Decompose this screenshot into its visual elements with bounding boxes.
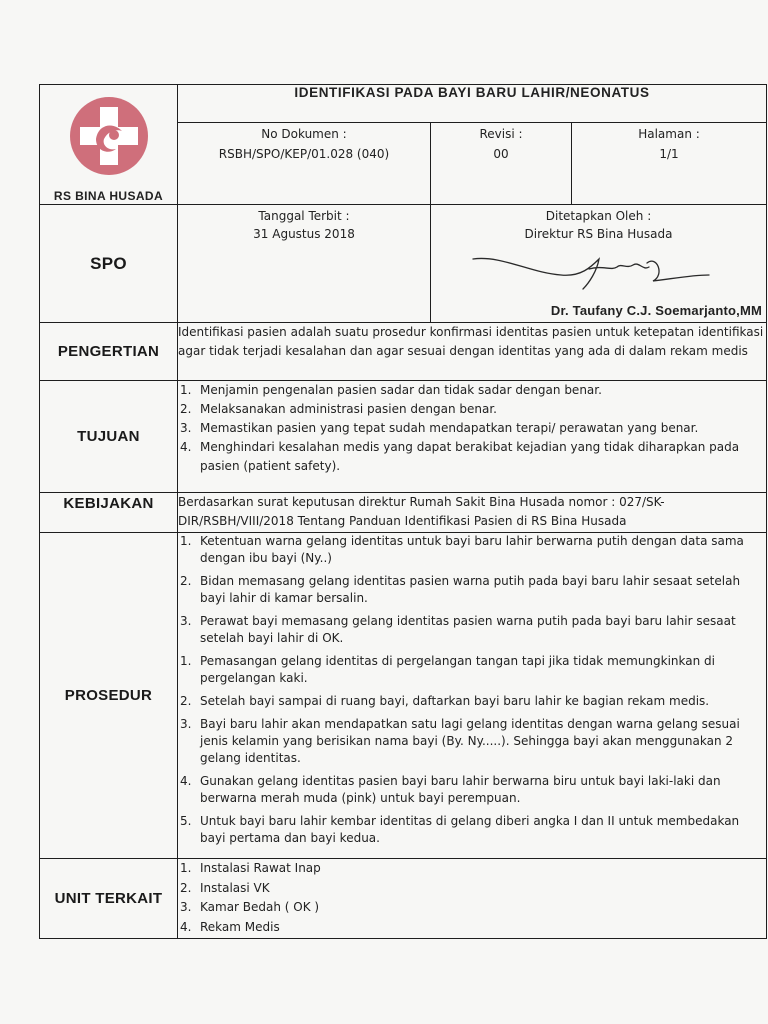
list-item: [178, 573, 760, 607]
no-dokumen-cell: [178, 123, 431, 205]
item-number: 2.: [180, 880, 192, 895]
signer-name: Dr. Taufany C.J. Soemarjanto,MM: [550, 303, 763, 318]
no-dokumen-label: No Dokumen :: [261, 127, 347, 141]
unit-terkait-list: [178, 859, 766, 937]
list-item: [178, 716, 760, 767]
list-item: [178, 918, 760, 938]
list-item: [178, 693, 760, 710]
item-text: Rekam Medis: [200, 919, 280, 934]
list-item: [178, 419, 760, 438]
ditetapkan-label: Ditetapkan Oleh :: [545, 209, 652, 223]
halaman-label: Halaman :: [638, 127, 700, 141]
tujuan-content: [178, 381, 767, 493]
kebijakan-label: KEBIJAKAN: [40, 493, 178, 533]
item-number: 2.: [180, 402, 192, 416]
item-text: Melaksanakan administrasi pasien dengan benar.: [200, 402, 497, 416]
halaman-cell: [572, 123, 767, 205]
kebijakan-text: Berdasarkan surat keputusan direktur Rumah Sakit Bina Husada nomor : 027/SK-DIR/RSBH/VIII/2018 Tentang Panduan Identifikasi Pasien di RS Bina Husada: [178, 493, 767, 533]
tujuan-label: TUJUAN: [40, 381, 178, 493]
item-number: 1.: [180, 654, 192, 668]
hospital-cross-logo-icon: [68, 95, 150, 177]
item-text: Setelah bayi sampai di ruang bayi, daftarkan bayi baru lahir ke bagian rekam medis.: [200, 694, 710, 708]
item-text: Instalasi Rawat Inap: [200, 861, 321, 875]
item-number: 4.: [180, 774, 192, 788]
item-text: Memastikan pasien yang tepat sudah mendapatkan terapi/ perawatan yang benar.: [200, 421, 699, 435]
item-text: Pemasangan gelang identitas di pergelangan tangan tapi jika tidak memungkinkan di pergelangan kaki.: [200, 654, 716, 685]
pengertian-text: Identifikasi pasien adalah suatu prosedur konfirmasi identitas pasien untuk ketepatan identifikasi agar tidak terjadi kesalahan dan agar sesuai dengan identitas yang ada di dalam rekam medis: [178, 323, 767, 381]
item-number: 1.: [180, 383, 192, 397]
prosedur-content: [178, 533, 767, 859]
spo-document: [39, 84, 767, 939]
item-number: 1.: [180, 534, 192, 548]
revisi-value: 00: [493, 147, 509, 161]
item-text: Perawat bayi memasang gelang identitas pasien warna putih pada bayi baru lahir sesaat setelah bayi lahir di OK.: [200, 614, 736, 645]
item-number: 3.: [180, 421, 192, 435]
item-number: 3.: [180, 900, 192, 914]
director-signature: [471, 245, 711, 295]
pengertian-label: PENGERTIAN: [40, 323, 178, 381]
tanggal-cell: [178, 205, 431, 323]
item-number: 3.: [180, 717, 192, 731]
list-item: [178, 859, 760, 879]
ditetapkan-value: Direktur RS Bina Husada: [524, 227, 673, 241]
tujuan-list: [178, 381, 766, 476]
unit-terkait-content: [178, 859, 767, 939]
halaman-value: 1/1: [659, 147, 679, 161]
prosedur-list: [178, 533, 766, 847]
list-item: [178, 898, 760, 918]
tanggal-value: 31 Agustus 2018: [253, 227, 355, 241]
list-item: [178, 773, 760, 807]
tanggal-label: Tanggal Terbit :: [258, 209, 350, 223]
item-text: Bidan memasang gelang identitas pasien warna putih pada bayi baru lahir sesaat setelah bayi lahir di kamar bersalin.: [200, 574, 741, 605]
ditetapkan-cell: [431, 205, 767, 323]
item-number: 4.: [180, 919, 192, 934]
item-number: 3.: [180, 614, 192, 628]
item-number: 5.: [180, 814, 192, 828]
item-number: 2.: [180, 694, 192, 708]
list-item: [178, 879, 760, 899]
list-item: [178, 613, 760, 647]
revisi-cell: [431, 123, 572, 205]
item-text: Instalasi VK: [200, 880, 270, 895]
spo-table: [39, 84, 767, 939]
item-text: Ketentuan warna gelang identitas untuk bayi baru lahir berwarna putih dengan data sama dengan ibu bayi (Ny..): [200, 534, 744, 565]
list-item: [178, 533, 760, 567]
revisi-label: Revisi :: [479, 127, 523, 141]
document-title: IDENTIFIKASI PADA BAYI BARU LAHIR/NEONATUS: [178, 85, 767, 123]
item-number: 1.: [180, 861, 192, 875]
list-item: [178, 653, 760, 687]
unit-terkait-label: UNIT TERKAIT: [40, 859, 178, 939]
spo-label: SPO: [40, 205, 178, 323]
item-text: Kamar Bedah ( OK ): [200, 900, 320, 914]
item-number: 4.: [180, 440, 192, 454]
hospital-name: RS BINA HUSADA: [53, 189, 164, 203]
item-number: 2.: [180, 574, 192, 588]
item-text: Untuk bayi baru lahir kembar identitas di gelang diberi angka I dan II untuk membedakan bayi pertama dan bayi kedua.: [200, 814, 740, 845]
list-item: [178, 813, 760, 847]
list-item: [178, 381, 760, 400]
list-item: [178, 438, 760, 476]
logo-cell: [40, 85, 178, 205]
item-text: Menghindari kesalahan medis yang dapat berakibat kejadian yang tidak diharapkan pada pasien (patient safety).: [200, 440, 740, 473]
list-item: [178, 400, 760, 419]
prosedur-label: PROSEDUR: [40, 533, 178, 859]
item-text: Gunakan gelang identitas pasien bayi baru lahir berwarna biru untuk bayi laki-laki dan berwarna merah muda (pink) untuk bayi perempuan.: [200, 774, 721, 805]
no-dokumen-value: RSBH/SPO/KEP/01.028 (040): [218, 147, 390, 161]
item-text: Bayi baru lahir akan mendapatkan satu lagi gelang identitas dengan warna gelang sesuai jenis kelamin yang berisikan nama bayi (By. Ny.....). Sehingga bayi akan menggunakan 2 gelang identitas.: [200, 717, 740, 765]
item-text: Menjamin pengenalan pasien sadar dan tidak sadar dengan benar.: [200, 383, 602, 397]
